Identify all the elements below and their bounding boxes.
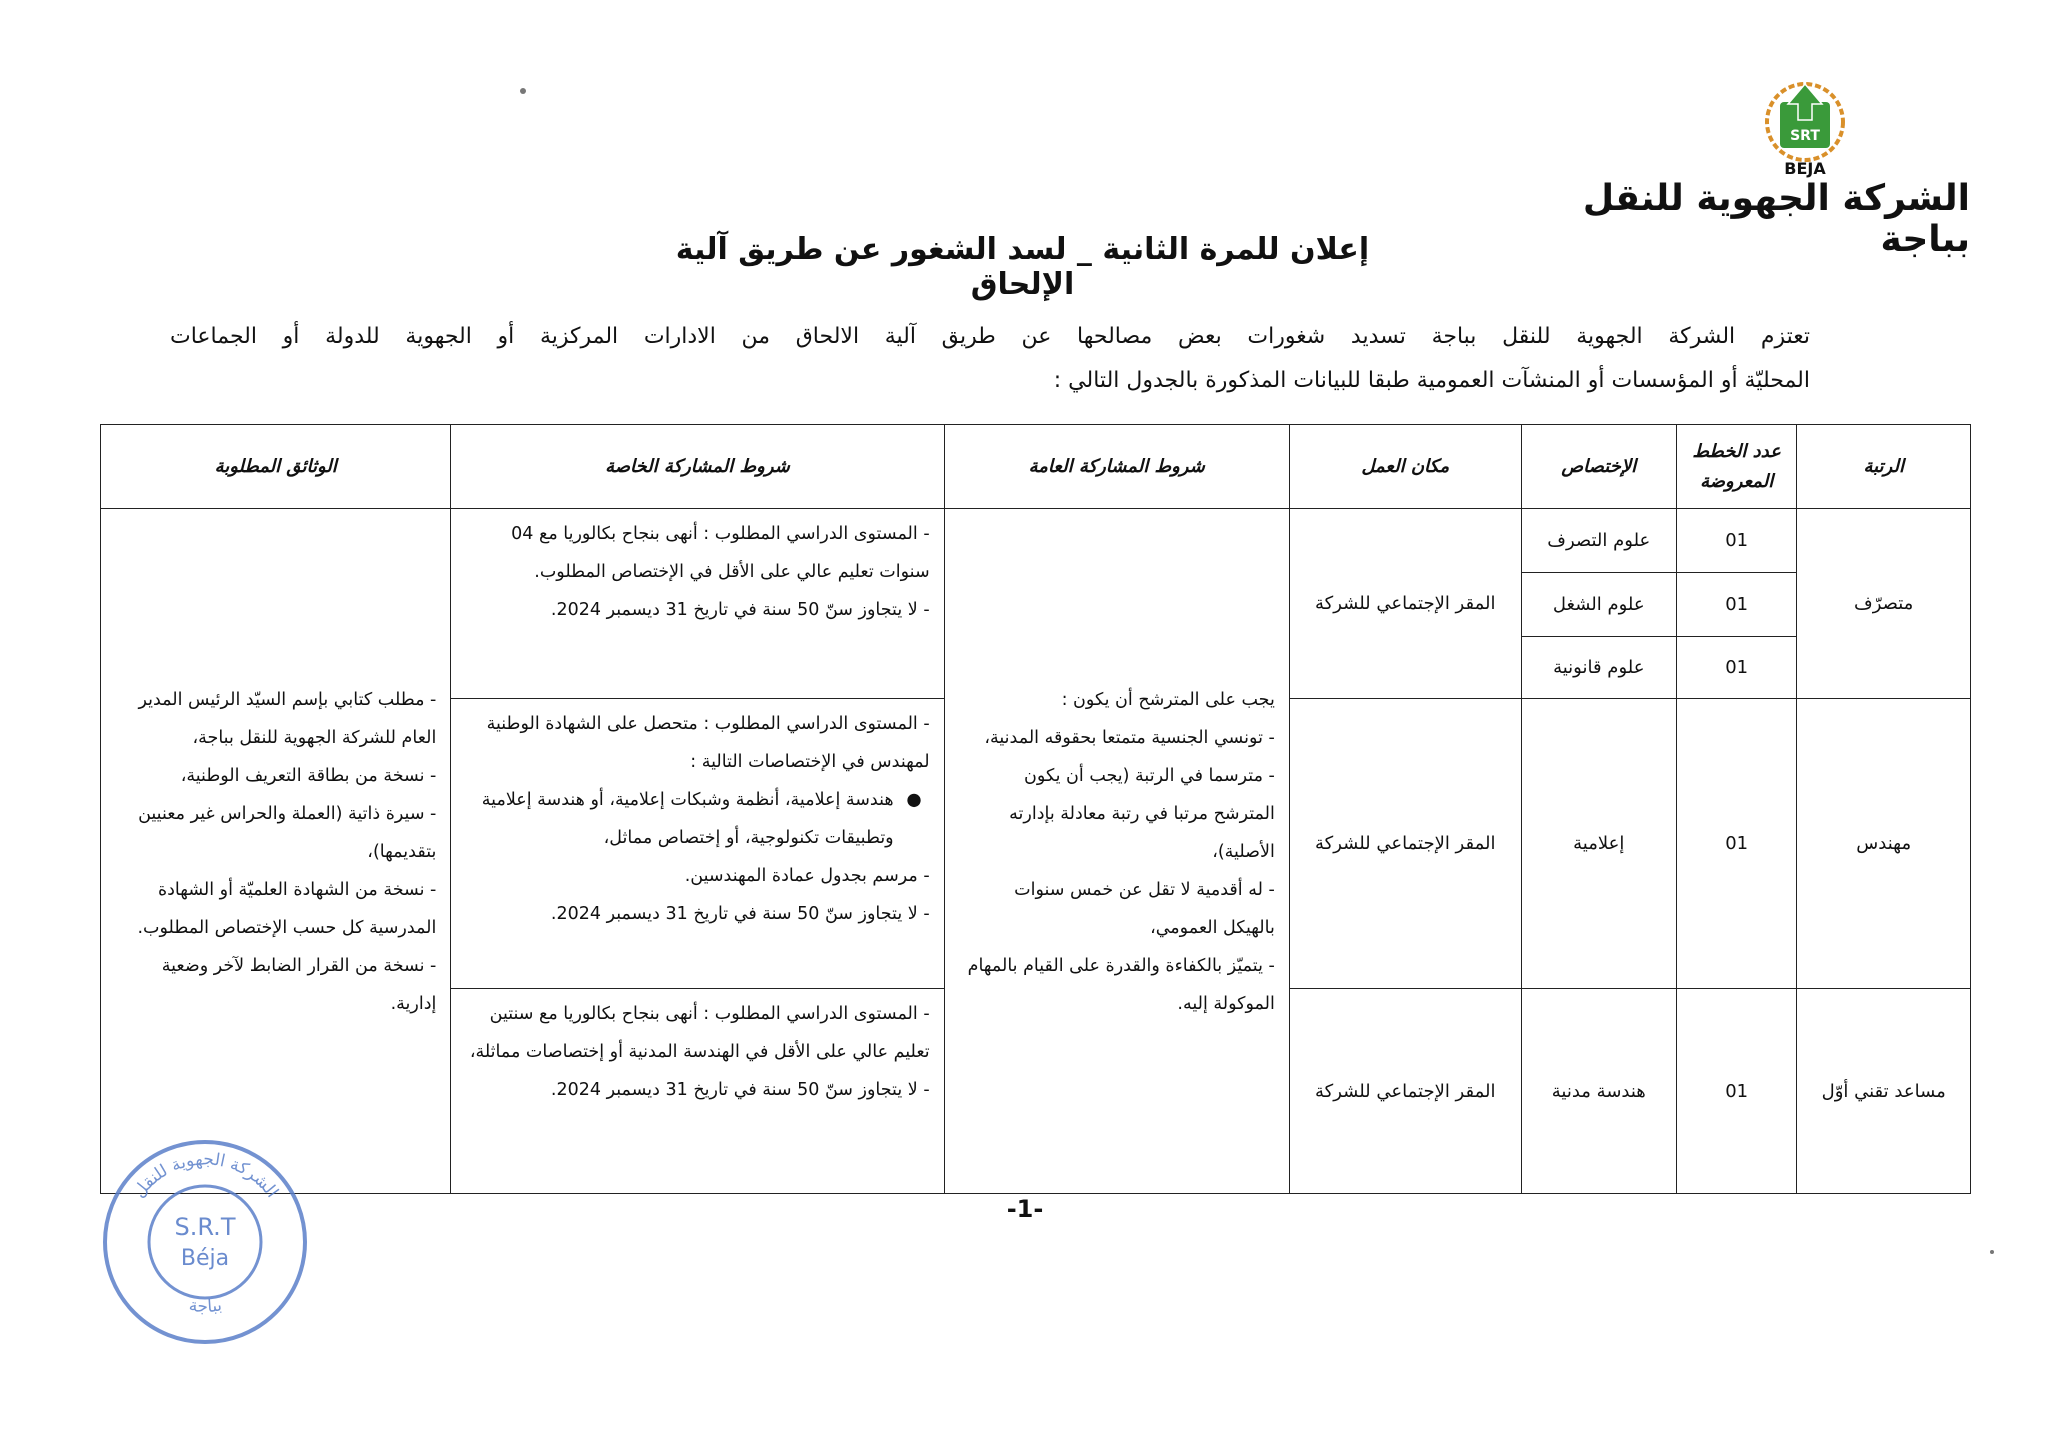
intro-paragraph (170, 315, 1810, 403)
special-condition-text: هندسة إعلامية، أنظمة وشبكات إعلامية، أو هندسة إعلامية وتطبيقات تكنولوجية، أو إختصاص مماثل، (481, 790, 894, 848)
special-condition-line: - لا يتجاوز سنّ 50 سنة في تاريخ 31 ديسمبر 2024. (550, 600, 930, 620)
logo-inner-text: SRT (1790, 128, 1820, 144)
company-stamp (98, 1135, 313, 1350)
bullet-dot-icon: ● (906, 790, 922, 810)
count-cell: 01 (1676, 989, 1797, 1194)
announcement-title: إعلان للمرة الثانية _ لسد الشغور عن طريق آلية الإلحاق (675, 232, 1370, 302)
special-conditions-cell-administrator (451, 509, 944, 699)
scan-speck (520, 88, 526, 94)
rank-cell-technician: مساعد تقني أوّل (1797, 989, 1971, 1194)
special-conditions-cell-technician (451, 989, 944, 1194)
header-special-conditions: شروط المشاركة الخاصة (451, 425, 944, 509)
vacancies-table (100, 424, 1971, 1194)
rank-cell-engineer: مهندس (1797, 699, 1971, 989)
count-cell: 01 (1676, 509, 1797, 573)
company-name: الشركة الجهوية للنقل بباجة (1582, 178, 1970, 260)
general-condition-line: - مترسما في الرتبة (يجب أن يكون المترشح مرتبا في رتبة معادلة بإدارته الأصلية)، (1009, 766, 1275, 862)
header-specialty: الإختصاص (1521, 425, 1676, 509)
page-number: -1- (1006, 1195, 1044, 1223)
workplace-cell: المقر الإجتماعي للشركة (1289, 509, 1521, 699)
special-condition-line: - مرسم بجدول عمادة المهندسين. (684, 866, 930, 886)
company-logo (1750, 70, 1860, 180)
stamp-line-2: Béja (180, 1246, 230, 1271)
document-line: - نسخة من الشهادة العلميّة أو الشهادة المدرسية كل حسب الإختصاص المطلوب. (137, 880, 437, 938)
intro-line-1: تعتزم الشركة الجهوية للنقل بباجة تسديد شغورات بعض مصالحها عن طريق آلية الالحاق من الادارات المركزية أو الجهوية للدولة أو الجماعات (170, 324, 1810, 349)
header-documents: الوثائق المطلوبة (101, 425, 451, 509)
count-cell: 01 (1676, 573, 1797, 637)
specialty-cell: إعلامية (1521, 699, 1676, 989)
special-condition-line: - المستوى الدراسي المطلوب : أنهى بنجاح بكالوريا مع سنتين تعليم عالي على الأقل في الهندسة المدنية أو إختصاصات مماثلة، (469, 1004, 930, 1062)
document-line: - سيرة ذاتية (العملة والحراس غير معنيين بتقديمها)، (138, 804, 437, 862)
general-condition-line: - يتميّز بالكفاءة والقدرة على القيام بالمهام الموكولة إليه. (967, 956, 1275, 1014)
special-condition-bullet (465, 781, 929, 857)
specialty-cell: علوم التصرف (1521, 509, 1676, 573)
header-rank: الرتبة (1797, 425, 1971, 509)
document-line: - مطلب كتابي بإسم السيّد الرئيس المدير العام للشركة الجهوية للنقل بباجة، (138, 690, 437, 748)
general-condition-line: - تونسي الجنسية متمتعا بحقوقه المدنية، (984, 728, 1275, 748)
workplace-cell: المقر الإجتماعي للشركة (1289, 989, 1521, 1194)
general-condition-line: - له أقدمية لا تقل عن خمس سنوات بالهيكل العمومي، (1014, 880, 1275, 938)
intro-line-2: المحليّة أو المؤسسات أو المنشآت العمومية طبقا للبيانات المذكورة بالجدول التالي : (1053, 368, 1810, 393)
stamp-line-1: S.R.T (174, 1213, 236, 1241)
count-cell: 01 (1676, 699, 1797, 989)
header-count: عدد الخطط المعروضة (1676, 425, 1797, 509)
special-condition-line: - لا يتجاوز سنّ 50 سنة في تاريخ 31 ديسمبر 2024. (550, 904, 930, 924)
general-condition-line: يجب على المترشح أن يكون : (1061, 690, 1275, 710)
stamp-ring-bottom-text: بباجة (187, 1295, 224, 1318)
general-conditions-cell (944, 509, 1289, 1194)
document-line: - نسخة من بطاقة التعريف الوطنية، (180, 766, 437, 786)
stamp-ring-top-text: الشركة الجهوية للنقل (129, 1149, 283, 1202)
count-cell: 01 (1676, 637, 1797, 699)
specialty-cell: علوم الشغل (1521, 573, 1676, 637)
workplace-cell: المقر الإجتماعي للشركة (1289, 699, 1521, 989)
specialty-cell: هندسة مدنية (1521, 989, 1676, 1194)
scan-speck (1990, 1250, 1994, 1254)
documents-cell (101, 509, 451, 1194)
rank-cell-administrator: متصرّف (1797, 509, 1971, 699)
special-condition-line: - لا يتجاوز سنّ 50 سنة في تاريخ 31 ديسمبر 2024. (550, 1080, 930, 1100)
special-condition-line: - المستوى الدراسي المطلوب : متحصل على الشهادة الوطنية لمهندس في الإختصاصات التالية : (486, 714, 930, 772)
header-general-conditions: شروط المشاركة العامة (944, 425, 1289, 509)
header-workplace: مكان العمل (1289, 425, 1521, 509)
specialty-cell: علوم قانونية (1521, 637, 1676, 699)
document-line: - نسخة من القرار الضابط لآخر وضعية إدارية. (161, 956, 437, 1014)
special-conditions-cell-engineer (451, 699, 944, 989)
special-condition-line: - المستوى الدراسي المطلوب : أنهى بنجاح بكالوريا مع 04 سنوات تعليم عالي على الأقل في الإختصاص المطلوب. (511, 524, 930, 582)
logo-beja-text: BEJA (1784, 159, 1826, 178)
